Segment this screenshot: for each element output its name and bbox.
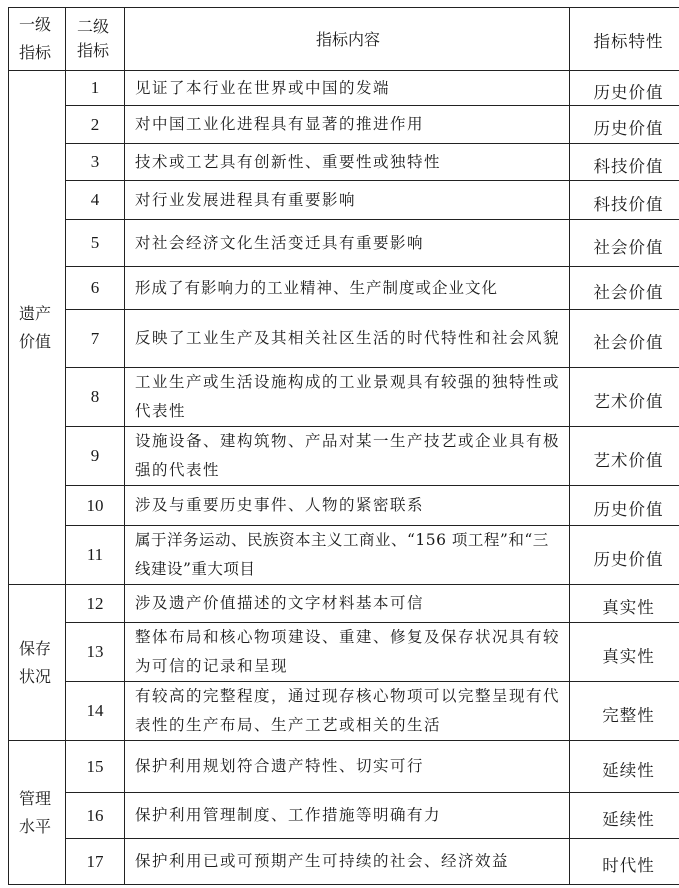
- group-heritage-value: 遗产价值: [9, 71, 66, 585]
- row-content: 设施设备、建构筑物、产品对某一生产技艺或企业具有极强的代表性: [125, 427, 570, 486]
- header-level2: 二级指标: [66, 8, 125, 71]
- row-property: 社会价值: [570, 310, 679, 368]
- table-row: [9, 427, 679, 486]
- header-content: 指标内容: [125, 8, 570, 71]
- row-property: 社会价值: [570, 220, 679, 267]
- table-row: [9, 310, 679, 368]
- row-property: 延续性: [570, 793, 679, 839]
- table-row: [9, 526, 679, 585]
- row-number: 1: [66, 71, 125, 106]
- row-number: 7: [66, 310, 125, 368]
- row-number: 4: [66, 181, 125, 220]
- row-property: 科技价值: [570, 144, 679, 181]
- row-number: 17: [66, 839, 125, 885]
- row-content: 对社会经济文化生活变迁具有重要影响: [125, 220, 570, 267]
- table-row: [9, 486, 679, 526]
- row-property: 历史价值: [570, 71, 679, 106]
- table-row: [9, 623, 679, 682]
- row-property: 历史价值: [570, 106, 679, 144]
- row-number: 13: [66, 623, 125, 682]
- row-number: 5: [66, 220, 125, 267]
- row-property: 艺术价值: [570, 368, 679, 427]
- table-row: [9, 839, 679, 885]
- table-row: [9, 368, 679, 427]
- row-property: 社会价值: [570, 267, 679, 310]
- table-row: [9, 267, 679, 310]
- row-content: 属于洋务运动、民族资本主义工商业、“156 项工程”和“三线建设”重大项目: [125, 526, 570, 585]
- row-number: 8: [66, 368, 125, 427]
- row-property: 历史价值: [570, 526, 679, 585]
- row-content: 保护利用已或可预期产生可持续的社会、经济效益: [125, 839, 570, 885]
- header-property: 指标特性: [570, 8, 679, 71]
- header-level1: 一级指标: [9, 8, 66, 71]
- row-content: 对中国工业化进程具有显著的推进作用: [125, 106, 570, 144]
- row-content: 涉及与重要历史事件、人物的紧密联系: [125, 486, 570, 526]
- table-row: [9, 741, 679, 793]
- row-content: 反映了工业生产及其相关社区生活的时代特性和社会风貌: [125, 310, 570, 368]
- row-property: 真实性: [570, 585, 679, 623]
- group-preservation-status: 保存状况: [9, 585, 66, 741]
- indicator-table: [8, 7, 679, 885]
- row-content: 对行业发展进程具有重要影响: [125, 181, 570, 220]
- row-number: 6: [66, 267, 125, 310]
- table-row: [9, 793, 679, 839]
- row-number: 12: [66, 585, 125, 623]
- row-number: 3: [66, 144, 125, 181]
- table-row: [9, 682, 679, 741]
- row-content: 见证了本行业在世界或中国的发端: [125, 71, 570, 106]
- row-number: 10: [66, 486, 125, 526]
- row-content: 保护利用规划符合遗产特性、切实可行: [125, 741, 570, 793]
- row-property: 历史价值: [570, 486, 679, 526]
- row-property: 科技价值: [570, 181, 679, 220]
- row-content: 形成了有影响力的工业精神、生产制度或企业文化: [125, 267, 570, 310]
- row-number: 16: [66, 793, 125, 839]
- row-content: 整体布局和核心物项建设、重建、修复及保存状况具有较为可信的记录和呈现: [125, 623, 570, 682]
- table-row: [9, 220, 679, 267]
- row-content: 涉及遗产价值描述的文字材料基本可信: [125, 585, 570, 623]
- table-row: [9, 106, 679, 144]
- row-property: 完整性: [570, 682, 679, 741]
- group-management-level: 管理水平: [9, 741, 66, 885]
- row-property: 时代性: [570, 839, 679, 885]
- table-header-row: [9, 8, 679, 71]
- row-number: 14: [66, 682, 125, 741]
- row-number: 9: [66, 427, 125, 486]
- row-content: 有较高的完整程度，通过现存核心物项可以完整呈现有代表性的生产布局、生产工艺或相关的生活: [125, 682, 570, 741]
- row-number: 15: [66, 741, 125, 793]
- row-property: 真实性: [570, 623, 679, 682]
- table-row: [9, 585, 679, 623]
- table-row: [9, 181, 679, 220]
- row-content: 技术或工艺具有创新性、重要性或独特性: [125, 144, 570, 181]
- row-content: 工业生产或生活设施构成的工业景观具有较强的独特性或代表性: [125, 368, 570, 427]
- table-row: [9, 71, 679, 106]
- row-number: 2: [66, 106, 125, 144]
- row-property: 艺术价值: [570, 427, 679, 486]
- row-number: 11: [66, 526, 125, 585]
- table-row: [9, 144, 679, 181]
- row-property: 延续性: [570, 741, 679, 793]
- row-content: 保护利用管理制度、工作措施等明确有力: [125, 793, 570, 839]
